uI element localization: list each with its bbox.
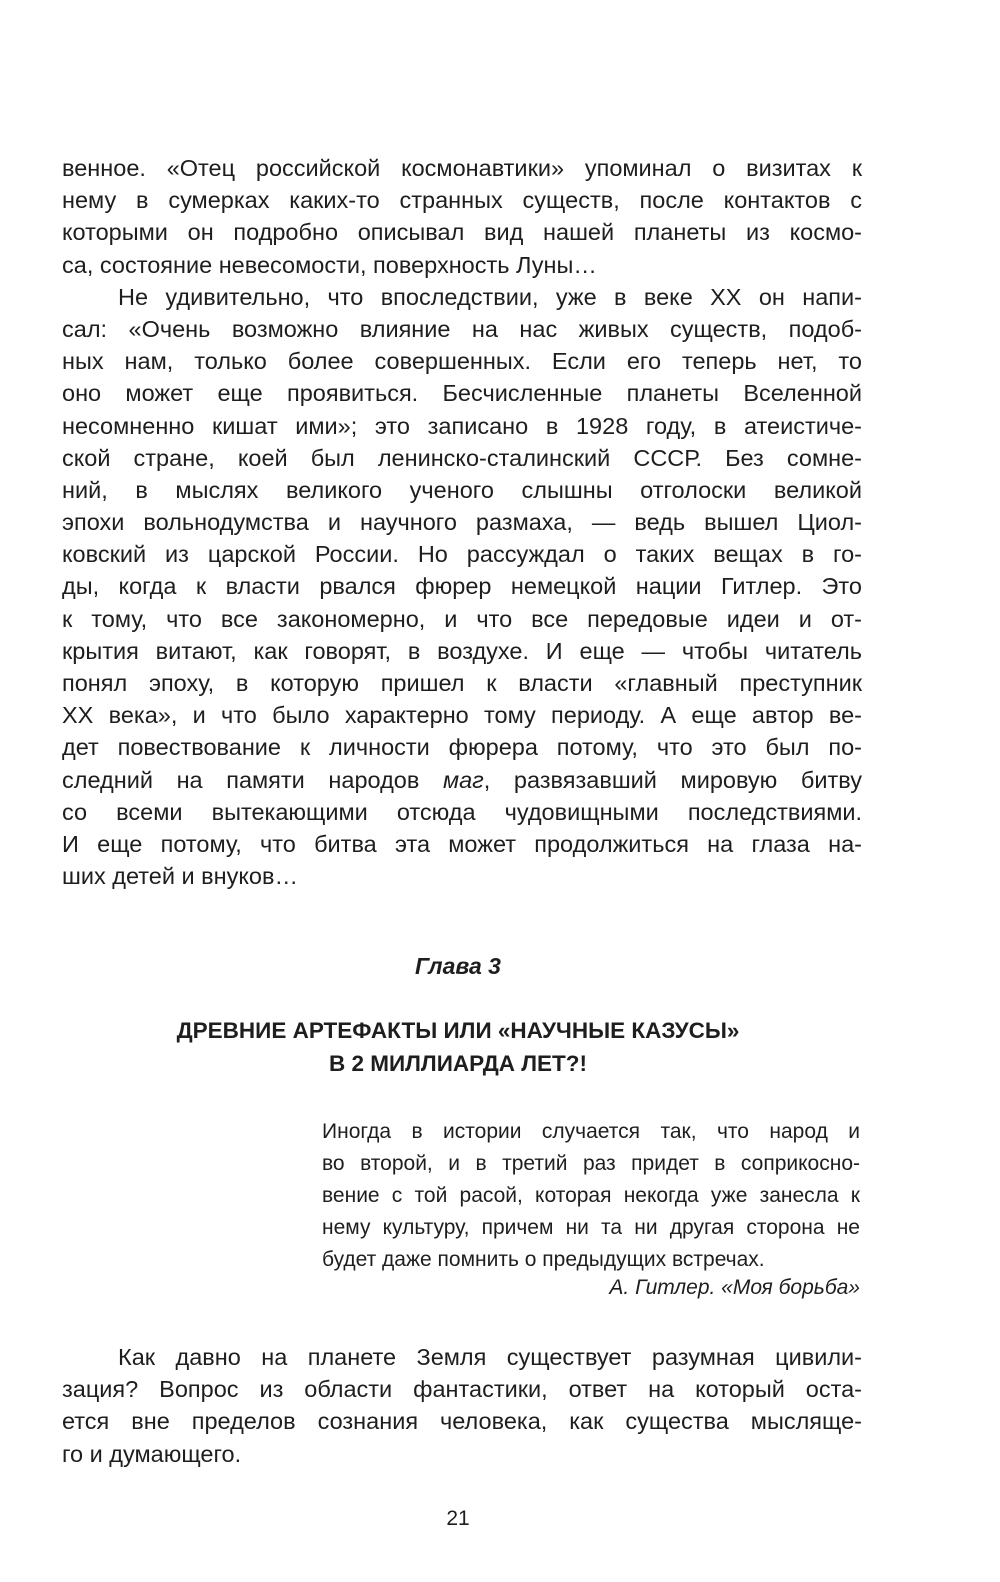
chapter-title-line: В 2 МИЛЛИАРДА ЛЕТ?! [328,1051,588,1076]
text-line: дет повествование к личности фюрера потому, что это был по- [62,734,862,761]
text-line: ется вне пределов сознания человека, как существа мысляще- [62,1408,862,1435]
text-line: И еще потому, что битва эта может продолжиться на глаза на- [62,830,862,857]
text-line: сал: «Очень возможно влияние на нас живых существ, подоб- [62,315,862,342]
chapter-label: Глава 3 [415,953,501,979]
text-line: са, состояние невесомости, поверхность Луны… [62,251,597,278]
text-line: зация? Вопрос из области фантастики, ответ на который оста- [62,1376,862,1403]
text-line: к тому, что все закономерно, и что все передовые идеи и от- [62,605,862,632]
text-line: ды, когда к власти рвался фюрер немецкой нации Гитлер. Это [62,573,862,600]
text-line: понял эпоху, в которую пришел к власти «главный преступник [62,670,862,696]
epigraph [322,1116,860,1276]
text-line: вение с той расой, которая некогда уже занесла к [322,1184,860,1207]
text-line: будет даже помнить о предыдущих встречах. [322,1248,765,1271]
text-line: эпохи вольнодумства и научного размаха, — ведь вышел Циол- [62,509,862,536]
text-line: оно может еще проявиться. Бесчисленные планеты Вселенной [62,380,862,407]
text-line: XX века», и что было характерно тому периоду. А еще автор ве- [62,702,862,729]
text-line: со всеми вытекающими отсюда чудовищными последствиями. [62,798,862,825]
page-number: 21 [446,1507,470,1530]
text-line: несомненно кишат ими»; это записано в 1928 году, в атеистиче- [62,412,862,439]
text-line: ных нам, только более совершенных. Если его теперь нет, то [62,348,862,375]
text-line: нему культуру, причем ни та ни другая сторона не [322,1216,860,1239]
epigraph-attribution: А. Гитлер. «Моя борьба» [609,1276,860,1299]
body-text-2 [62,1341,862,1470]
text-line: го и думающего. [62,1440,242,1467]
text-line: Иногда в истории случается так, что народ и [322,1120,860,1143]
text-line: Не удивительно, что впоследствии, уже в веке XX он напи- [118,283,862,310]
text-line: ний, в мыслях великого ученого слышны отголоски великой [62,476,862,503]
text-line: во второй, и в третий раз придет в соприкосно- [322,1152,860,1175]
chapter-title-line: ДРЕВНИЕ АРТЕФАКТЫ ИЛИ «НАУЧНЫЕ КАЗУСЫ» [176,1018,740,1043]
text-line: ших детей и внуков… [62,863,298,890]
text-line: нему в сумерках каких-то странных существ, после контактов с [62,187,862,214]
text-line: ской стране, коей был ленинско-сталинский СССР. Без сомне- [62,444,862,471]
text-line: которыми он подробно описывал вид нашей планеты из космо- [62,219,862,246]
text-line: крытия витают, как говорят, в воздухе. И еще — чтобы читатель [62,637,862,664]
text-line: следний на памяти народов маг, развязавший мировую битву [62,766,862,793]
text-line: ковский из царской России. Но рассуждал о таких вещах в го- [62,541,862,568]
text-line: венное. «Отец российской космонавтики» упоминал о визитах к [62,155,862,181]
chapter-title [0,1014,916,1080]
body-text [62,152,862,892]
text-line: Как давно на планете Земля существует разумная цивили- [118,1344,862,1370]
